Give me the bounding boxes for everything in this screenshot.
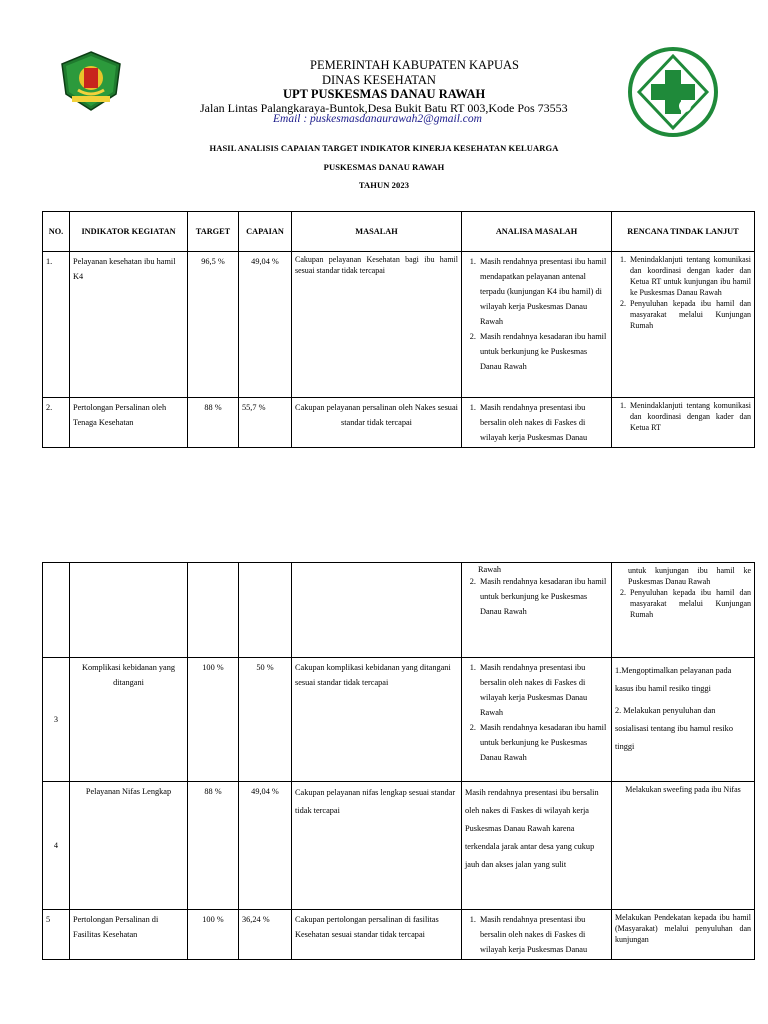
cell-analisa (462, 910, 612, 960)
rencana-item: 2. Penyuluhan kepada ibu hamil dan masyarakat melalui Kunjungan Rumah (628, 587, 751, 620)
rencana-continued: untuk kunjungan ibu hamil ke Puskesmas Danau Rawah (628, 566, 751, 586)
table-row (43, 910, 755, 960)
cell-rencana (612, 398, 755, 448)
cell-no: 2. (43, 398, 70, 448)
cell-capaian: 55,7 % (239, 398, 292, 448)
analysis-table-part1 (42, 211, 755, 448)
document-title: HASIL ANALISIS CAPAIAN TARGET INDIKATOR KINERJA KESEHATAN KELUARGA (209, 143, 559, 153)
rencana-item: 1.Mengoptimalkan pelayanan pada kasus ibu hamil resiko tinggi (615, 666, 732, 693)
cell-indikator: Pertolongan Persalinan oleh Tenaga Kesehatan (70, 398, 188, 448)
cell-analisa (462, 658, 612, 782)
col-header-analisa: ANALISA MASALAH (462, 212, 612, 252)
cell-capaian: 50 % (239, 658, 292, 782)
analisa-continued: Rawah (478, 565, 502, 574)
cell-masalah: Cakupan pelayanan persalinan oleh Nakes sesuai standar tidak tercapai (292, 398, 462, 448)
analisa-item: 1. Masih rendahnya presentasi ibu hamil mendapatkan pelayanan antenal terpadu (kunjungan K4 ibu hamil) di wilayah kerja Puskesmas Danau Rawah (478, 254, 608, 329)
cell-analisa (462, 563, 612, 658)
cell-masalah: Cakupan pelayanan Kesehatan bagi ibu hamil sesuai standar tidak tercapai (292, 252, 462, 398)
analisa-item: 2. Masih rendahnya kesadaran ibu hamil untuk berkunjung ke Puskesmas Danau Rawah (478, 329, 608, 374)
analysis-table-part2 (42, 562, 755, 960)
cell-rencana: Melakukan sweefing pada ibu Nifas (612, 782, 755, 910)
table-row (43, 658, 755, 782)
cell-capaian: 49,04 % (239, 252, 292, 398)
cell-no: 3 (43, 658, 70, 782)
cell-no: 1. (43, 252, 70, 398)
rencana-item: 1. Menindaklanjuti tentang komunikasi dan koordinasi dengan kader dan Ketua RT untuk kunjungan ibu hamil ke Puskesmas Danau Rawah (628, 254, 751, 298)
col-header-indikator: INDIKATOR KEGIATAN (70, 212, 188, 252)
rencana-item: 2. Melakukan penyuluhan dan sosialisasi tentang ibu hamul resiko tinggi (615, 706, 733, 751)
cell-masalah: Cakupan pelayanan nifas lengkap sesuai standar tidak tercapai (292, 782, 462, 910)
document-year: TAHUN 2023 (358, 180, 410, 190)
cell-analisa: Masih rendahnya presentasi ibu bersalin oleh nakes di Faskes di wilayah kerja Puskesmas Danau Rawah karena terkendala jarak antar desa yang cukup jauh dan akses jalan yang sulit (462, 782, 612, 910)
letterhead-email: Email : puskesmasdanaurawah2@gmail.com (273, 113, 482, 125)
cell-rencana (612, 252, 755, 398)
cell-target: 88 % (188, 398, 239, 448)
cell-target: 100 % (188, 658, 239, 782)
rencana-item: 2. Penyuluhan kepada ibu hamil dan masyarakat melalui Kunjungan Rumah (628, 298, 751, 331)
letterhead-government: PEMERINTAH KABUPATEN KAPUAS (310, 58, 519, 72)
col-header-target: TARGET (188, 212, 239, 252)
cell-masalah: Cakupan pertolongan persalinan di fasilitas Kesehatan sesuai standar tidak tercapai (292, 910, 462, 960)
table-header-row (43, 212, 755, 252)
table-row-continued (43, 563, 755, 658)
cell-no: 4 (43, 782, 70, 910)
analisa-item: 2. Masih rendahnya kesadaran ibu hamil untuk berkunjung ke Puskesmas Danau Rawah (478, 720, 608, 765)
col-header-capaian: CAPAIAN (239, 212, 292, 252)
cell-rencana (612, 563, 755, 658)
cell-indikator: Pertolongan Persalinan di Fasilitas Kesehatan (70, 910, 188, 960)
analisa-item: 1. Masih rendahnya presentasi ibu bersalin oleh nakes di Faskes di wilayah kerja Puskesmas Danau (478, 400, 608, 445)
letterhead-address: Jalan Lintas Palangkaraya-Buntok,Desa Bukit Batu RT 003,Kode Pos 73553 (200, 101, 568, 115)
analisa-item: 1. Masih rendahnya presentasi ibu bersalin oleh nakes di Faskes di wilayah kerja Puskesmas Danau Rawah (478, 660, 608, 720)
table-row (43, 398, 755, 448)
cell-indikator: Pelayanan Nifas Lengkap (70, 782, 188, 910)
cell-masalah: Cakupan komplikasi kebidanan yang ditangani sesuai standar tidak tercapai (292, 658, 462, 782)
cell-no: 5 (43, 910, 70, 960)
cell-indikator: Komplikasi kebidanan yang ditangani (70, 658, 188, 782)
kapuas-regency-emblem-icon (58, 50, 124, 112)
cell-target: 96,5 % (188, 252, 239, 398)
cell-rencana: Melakukan Pendekatan kepada ibu hamil (Masyarakat) melalui penyuluhan dan kunjungan (612, 910, 755, 960)
col-header-rencana: RENCANA TINDAK LANJUT (612, 212, 755, 252)
analisa-item: 1. Masih rendahnya presentasi ibu bersalin oleh nakes di Faskes di wilayah kerja Puskesmas Danau (478, 912, 608, 957)
col-header-masalah: MASALAH (292, 212, 462, 252)
table-row (43, 782, 755, 910)
puskesmas-logo-icon (627, 46, 719, 138)
letterhead-department: DINAS KESEHATAN (322, 73, 436, 87)
letterhead (0, 0, 768, 135)
rencana-item: 1. Menindaklanjuti tentang komunikasi dan koordinasi dengan kader dan Ketua RT (628, 400, 751, 433)
table-row (43, 252, 755, 398)
cell-indikator: Pelayanan kesehatan ibu hamil K4 (70, 252, 188, 398)
cell-capaian: 49,04 % (239, 782, 292, 910)
cell-target: 100 % (188, 910, 239, 960)
analisa-item: 2. Masih rendahnya kesadaran ibu hamil untuk berkunjung ke Puskesmas Danau Rawah (478, 574, 608, 619)
col-header-no: NO. (43, 212, 70, 252)
cell-analisa (462, 398, 612, 448)
cell-target: 88 % (188, 782, 239, 910)
cell-rencana (612, 658, 755, 782)
document-subtitle: PUSKESMAS DANAU RAWAH (323, 162, 445, 172)
cell-capaian: 36,24 % (239, 910, 292, 960)
cell-analisa (462, 252, 612, 398)
letterhead-institution: UPT PUSKESMAS DANAU RAWAH (283, 87, 486, 101)
